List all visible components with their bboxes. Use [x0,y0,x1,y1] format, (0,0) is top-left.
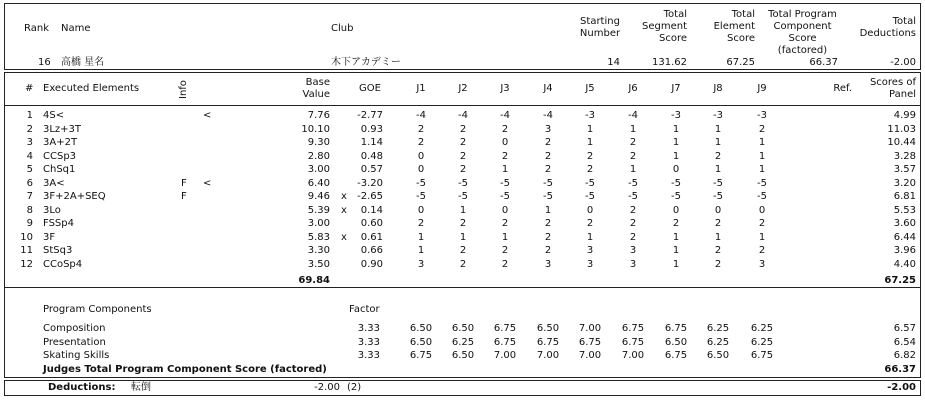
element-judge-score: -5 [713,177,723,189]
element-number: 12 [20,258,33,270]
element-name: 3F+2A+SEQ [43,191,106,202]
element-judge-score: 2 [459,164,467,175]
element-judge-score: 3 [629,258,637,270]
element-name: StSq3 [43,245,73,256]
element-x-mark: x [341,204,347,216]
element-goe: -2.77 [357,110,383,121]
judge-header: J1 [416,83,426,94]
element-number: 6 [26,177,33,189]
element-judge-score: 2 [544,150,552,162]
component-score: 6.82 [893,350,916,361]
component-judge-score: 6.25 [706,336,730,348]
component-judge-score: 6.50 [664,336,688,348]
executed-elements-header: Executed Elements [43,83,140,94]
element-goe: 0.48 [360,150,383,162]
element-number: 10 [20,231,33,243]
element-panel-score: 3.60 [893,218,916,229]
element-judge-score: 2 [629,150,637,162]
element-base-value: 9.46 [307,191,330,202]
element-number: 3 [26,137,33,148]
component-judge-score: 6.50 [536,323,560,334]
component-judge-score: 6.25 [750,336,774,348]
element-base-value: 6.40 [307,177,330,189]
skater-starting-number: 14 [607,57,620,68]
element-judge-score: 1 [714,137,722,148]
element-judge-score: 1 [501,231,509,243]
element-judge-score: 1 [417,245,425,256]
element-goe: 0.57 [360,164,383,175]
component-score: 6.54 [893,336,916,348]
component-judge-score: 6.75 [493,336,517,348]
component-name: Presentation [43,336,106,348]
element-panel-score: 11.03 [887,123,916,135]
element-panel-score: 3.96 [893,245,916,256]
component-judge-score: 6.50 [451,323,475,334]
element-judge-score: 0 [672,164,680,175]
element-judge-score: 2 [586,150,594,162]
component-judge-score: 6.75 [536,336,560,348]
element-judge-score: 2 [544,231,552,243]
element-name: CCSp3 [43,150,77,162]
element-judge-score: 2 [714,245,722,256]
element-judge-score: 2 [544,164,552,175]
element-panel-score: 6.81 [893,191,916,202]
element-panel-score: 3.20 [893,177,916,189]
element-judge-score: 0 [758,204,766,216]
element-judge-score: 3 [417,258,425,270]
element-judge-score: -5 [671,191,681,202]
element-name: 3Lz+3T [43,123,82,135]
element-base-value: 3.00 [307,218,330,229]
factor-header: Factor [349,304,380,315]
element-judge-score: -5 [416,191,426,202]
base-value-header: Base Value [302,77,330,100]
component-judge-score: 7.00 [493,350,517,361]
component-judge-score: 6.50 [451,350,475,361]
element-judge-score: -5 [500,177,510,189]
component-judge-score: 6.25 [706,323,730,334]
element-mark: < [203,110,212,121]
component-judge-score: 7.00 [536,350,560,361]
element-judge-score: 1 [672,137,680,148]
element-name: FSSp4 [43,218,74,229]
element-judge-score: 2 [758,218,766,229]
element-judge-score: 2 [544,245,552,256]
element-judge-score: 0 [586,204,594,216]
tpcs-header: Total Program Component Score (factored) [768,9,837,56]
scores-of-panel-header: Scores of Panel [869,77,916,100]
goe-header: GOE [359,83,381,94]
element-judge-score: 0 [501,137,509,148]
element-judge-score: 2 [501,218,509,229]
element-judge-score: -4 [500,110,510,121]
component-name: Composition [43,323,106,334]
element-judge-score: 3 [758,258,766,270]
total-element-header: Total Element Score [713,9,755,44]
judge-header: J2 [458,83,468,94]
component-judge-score: 6.50 [409,336,433,348]
element-judge-score: 1 [586,123,594,135]
element-judge-score: 2 [501,258,509,270]
judge-header: J8 [713,83,723,94]
components-divider [4,377,921,378]
element-base-value: 2.80 [307,150,330,162]
deduction-value: -2.00 [314,382,340,393]
component-judge-score: 6.50 [409,323,433,334]
element-judge-score: 1 [758,150,766,162]
element-judge-score: -5 [416,177,426,189]
element-judge-score: 1 [672,123,680,135]
component-name: Skating Skills [43,350,110,361]
skater-club: 木下アカデミー [331,57,401,68]
component-factor: 3.33 [357,350,380,361]
element-number: 11 [20,245,33,256]
element-name: 3A< [43,177,65,189]
element-judge-score: 1 [629,164,637,175]
component-judge-score: 6.50 [706,350,730,361]
element-judge-score: 2 [714,258,722,270]
judges-total-pcs-value: 66.37 [884,364,916,375]
element-judge-score: -5 [543,191,553,202]
component-judge-score: 6.75 [409,350,433,361]
component-factor: 3.33 [357,336,380,348]
element-judge-score: 1 [544,204,552,216]
element-panel-score: 5.53 [893,204,916,216]
element-base-value: 9.30 [307,137,330,148]
element-judge-score: 3 [544,123,552,135]
component-judge-score: 7.00 [621,350,645,361]
element-judge-score: 1 [758,137,766,148]
element-judge-score: 0 [417,150,425,162]
element-judge-score: -3 [585,110,595,121]
skater-total-deductions: -2.00 [890,57,916,68]
element-x-mark: x [341,231,347,243]
judge-header: J4 [543,83,553,94]
starting-number-header: Starting Number [579,16,621,39]
element-judge-score: -5 [757,191,767,202]
element-name: ChSq1 [43,164,76,175]
num-header: # [25,83,34,94]
element-judge-score: 2 [586,164,594,175]
element-x-mark: x [341,191,347,202]
element-judge-score: 2 [758,245,766,256]
element-judge-score: 1 [714,164,722,175]
judge-header: J6 [628,83,638,94]
element-info: F [181,191,187,202]
element-panel-score: 4.40 [893,258,916,270]
deductions-label: Deductions: [48,382,116,393]
element-base-value: 7.76 [307,110,330,121]
element-base-value: 3.00 [307,164,330,175]
component-judge-score: 7.00 [578,350,602,361]
element-name: 4S< [43,110,65,121]
element-judge-score: -5 [628,191,638,202]
element-panel-score: 3.57 [893,164,916,175]
element-judge-score: -5 [585,177,595,189]
element-judge-score: -5 [757,177,767,189]
element-judge-score: 2 [417,123,425,135]
element-mark: < [203,177,212,189]
judges-total-pcs-label: Judges Total Program Component Score (factored) [43,364,327,375]
element-judge-score: 1 [459,231,467,243]
element-goe: 0.60 [360,218,383,229]
component-judge-score: 6.75 [578,336,602,348]
element-judge-score: -3 [671,110,681,121]
element-panel-score: 4.99 [893,110,916,121]
element-goe: 0.90 [360,258,383,270]
deduction-item: 転倒 [131,382,151,393]
element-panel-score: 3.28 [893,150,916,162]
rank-header: Rank [24,23,49,34]
element-judge-score: -5 [585,191,595,202]
element-judge-score: 0 [672,204,680,216]
element-judge-score: 2 [586,218,594,229]
element-goe: -2.65 [357,191,383,202]
element-judge-score: 2 [714,218,722,229]
element-judge-score: 2 [629,231,637,243]
element-judge-score: 1 [672,245,680,256]
element-number: 4 [26,150,33,162]
element-base-value: 3.30 [307,245,330,256]
element-judge-score: -4 [543,110,553,121]
component-factor: 3.33 [357,323,380,334]
element-judge-score: 2 [459,137,467,148]
component-judge-score: 6.75 [664,323,688,334]
element-judge-score: 0 [417,204,425,216]
element-name: CCoSp4 [43,258,83,270]
element-goe: 0.14 [360,204,383,216]
judge-header: J5 [585,83,595,94]
element-judge-score: 1 [672,231,680,243]
element-judge-score: -5 [458,177,468,189]
element-name: 3F [43,231,56,243]
element-judge-score: 2 [501,245,509,256]
element-judge-score: 2 [629,204,637,216]
component-judge-score: 6.75 [621,323,645,334]
element-base-value: 10.10 [301,123,330,135]
element-judge-score: 1 [758,231,766,243]
skater-total-element-score: 67.25 [726,57,755,68]
skater-rank: 16 [38,57,51,68]
element-judge-score: -5 [500,191,510,202]
component-judge-score: 6.25 [750,323,774,334]
element-info: F [181,177,187,189]
element-number: 8 [26,204,33,216]
deductions-total: -2.00 [887,382,916,393]
element-panel-score: 6.44 [893,231,916,243]
element-number: 7 [26,191,33,202]
element-panel-score: 10.44 [887,137,916,148]
element-judge-score: 3 [629,245,637,256]
deduction-count: (2) [347,382,362,393]
judge-header: J3 [500,83,510,94]
element-judge-score: 3 [544,258,552,270]
element-judge-score: 1 [417,231,425,243]
element-base-value: 5.83 [307,231,330,243]
judge-header: J7 [671,83,681,94]
element-judge-score: 1 [714,231,722,243]
element-judge-score: 0 [417,164,425,175]
skater-total-segment-score: 131.62 [652,57,687,68]
element-judge-score: -3 [713,110,723,121]
element-judge-score: 1 [629,123,637,135]
element-judge-score: -4 [416,110,426,121]
judge-header: J9 [757,83,767,94]
element-judge-score: 2 [629,218,637,229]
element-name: 3A+2T [43,137,78,148]
element-judge-score: 1 [672,258,680,270]
element-judge-score: 2 [459,123,467,135]
element-number: 5 [26,164,33,175]
component-score: 6.57 [893,323,916,334]
element-judge-score: 2 [459,258,467,270]
component-judge-score: 6.75 [493,323,517,334]
component-judge-score: 7.00 [578,323,602,334]
element-judge-score: -4 [458,110,468,121]
element-judge-score: -5 [628,177,638,189]
program-components-title: Program Components [43,304,152,315]
component-judge-score: 6.75 [664,350,688,361]
element-name: 3Lo [43,204,61,216]
element-judge-score: 2 [417,137,425,148]
element-judge-score: -5 [713,191,723,202]
element-judge-score: 2 [629,137,637,148]
element-judge-score: 2 [501,123,509,135]
element-judge-score: 2 [758,123,766,135]
element-judge-score: 1 [758,164,766,175]
component-judge-score: 6.75 [621,336,645,348]
element-number: 1 [26,110,33,121]
element-number: 9 [26,218,33,229]
ref-header: Ref. [833,83,852,94]
element-number: 2 [26,123,33,135]
info-header: Info [178,80,189,99]
element-goe: 0.93 [360,123,383,135]
total-segment-header: Total Segment Score [642,9,687,44]
element-judge-score: 2 [714,150,722,162]
element-judge-score: 2 [417,218,425,229]
element-base-value: 3.50 [307,258,330,270]
skater-tpcs: 66.37 [809,57,838,68]
element-goe: 0.61 [360,231,383,243]
element-judge-score: 1 [459,204,467,216]
element-judge-score: 1 [714,123,722,135]
element-judge-score: 2 [544,137,552,148]
element-judge-score: -4 [628,110,638,121]
component-judge-score: 6.75 [750,350,774,361]
element-judge-score: -5 [671,177,681,189]
element-judge-score: -3 [757,110,767,121]
skater-name: 高橋 星名 [61,57,105,68]
total-deductions-header: Total Deductions [859,16,916,39]
element-judge-score: 0 [501,204,509,216]
element-goe: 0.66 [360,245,383,256]
element-judge-score: 2 [459,150,467,162]
element-judge-score: 2 [501,150,509,162]
component-judge-score: 6.25 [451,336,475,348]
element-judge-score: 2 [544,218,552,229]
element-judge-score: 2 [459,218,467,229]
element-judge-score: 1 [586,137,594,148]
element-goe: -3.20 [357,177,383,189]
element-goe: 1.14 [360,137,383,148]
club-header: Club [331,23,354,34]
element-judge-score: 1 [501,164,509,175]
base-value-total: 69.84 [298,275,330,286]
element-judge-score: 0 [714,204,722,216]
elements-score-total: 67.25 [884,275,916,286]
element-judge-score: -5 [543,177,553,189]
element-judge-score: 1 [672,150,680,162]
element-judge-score: 1 [586,231,594,243]
element-judge-score: 2 [459,245,467,256]
element-judge-score: -5 [458,191,468,202]
element-judge-score: 3 [586,258,594,270]
name-header: Name [61,23,91,34]
element-judge-score: 2 [672,218,680,229]
element-judge-score: 3 [586,245,594,256]
element-base-value: 5.39 [307,204,330,216]
